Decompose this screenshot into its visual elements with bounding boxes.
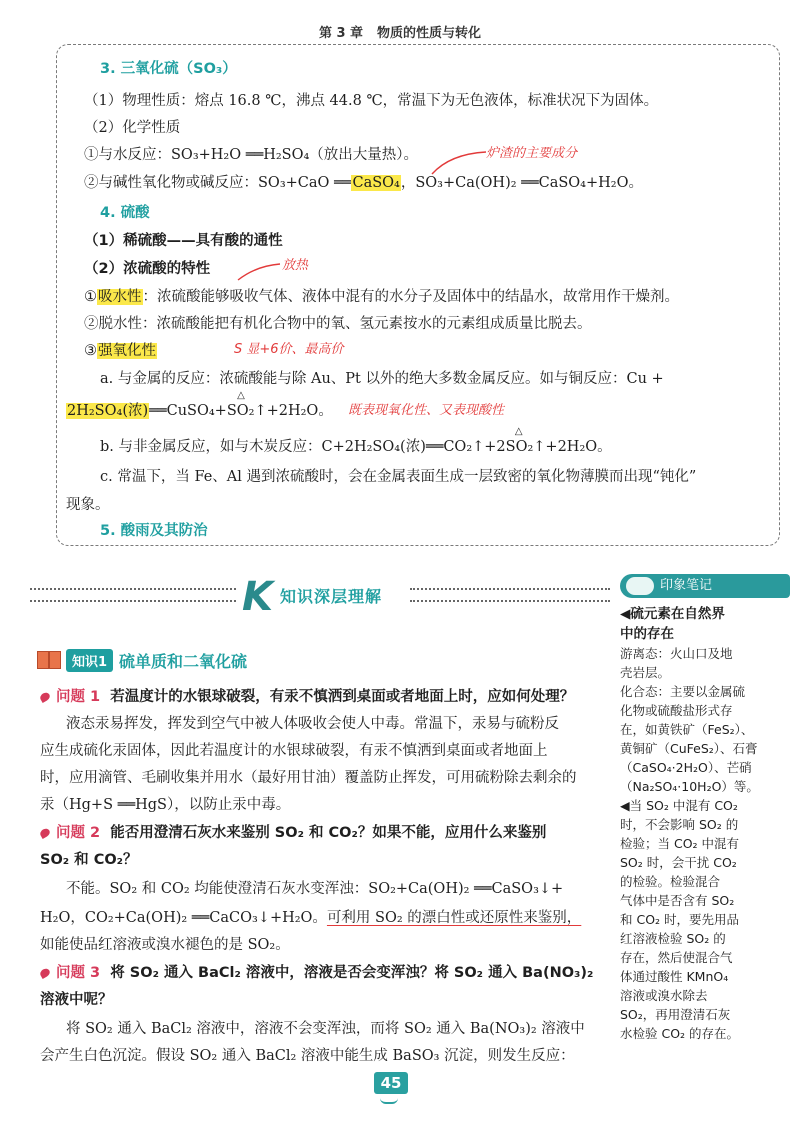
annotation-arrow — [236, 262, 284, 284]
so3-reaction-base: ②与碱性氧化物或碱反应：SO₃+CaO ══CaSO₄，SO₃+Ca(OH)₂ ══CaSO₄+H₂O。 — [84, 175, 643, 191]
banner-k-logo: K — [242, 574, 273, 620]
page-curl-decoration — [380, 1098, 398, 1104]
so3-chemical: （2）化学性质 — [84, 120, 181, 136]
highlight-absorption: 吸水性 — [98, 289, 142, 305]
water-absorption-line: ①吸水性：浓硫酸能够吸收气体、液体中混有的水分子及固体中的结晶水，故常用作干燥剂。 — [84, 289, 679, 305]
banner-dashes-right — [410, 588, 610, 602]
highlight-caso4: CaSO₄ — [352, 175, 400, 191]
passivation-line-1: c. 常温下，当 Fe、Al 遇到浓硫酸时，会在金属表面生成一层致密的氧化物薄膜而出现“钝化” — [100, 469, 697, 485]
highlight-h2so4: 2H₂SO₄(浓) — [67, 403, 149, 419]
highlight-oxidizing: 强氧化性 — [98, 343, 156, 359]
question-icon — [39, 827, 52, 839]
answer-2-line-3: 如能使品红溶液或溴水褪色的是 SO₂。 — [40, 937, 290, 953]
answer-3-line-1: 将 SO₂ 通入 BaCl₂ 溶液中，溶液不会变浑浊，而将 SO₂ 通入 Ba(NO₃)₂ 溶液中 — [66, 1021, 585, 1037]
chapter-title: 物质的性质与转化 — [377, 26, 482, 41]
page-header — [0, 22, 800, 41]
question-3: 问题 3 将 SO₂ 通入 BaCl₂ 溶液中，溶液是否会变浑浊？将 SO₂ 通入 Ba(NO₃)₂ — [40, 962, 618, 984]
acid-rain-heading: 5. 酸雨及其防治 — [100, 523, 208, 539]
sulfuric-acid-heading: 4. 硫酸 — [100, 205, 150, 221]
question-icon — [39, 691, 52, 703]
oxidizing-line: ③强氧化性 — [84, 343, 156, 359]
book-icon — [36, 649, 62, 671]
page-number: 45 — [374, 1072, 408, 1094]
answer-3-line-2: 会产生白色沉淀。假设 SO₂ 通入 BaCl₂ 溶液中能生成 BaSO₃ 沉淀，则发生反应： — [40, 1048, 575, 1064]
knowledge-number: 知识1 — [66, 649, 113, 672]
answer-1-line-3: 时，应用滴管、毛刷收集并用水（最好用甘油）覆盖防止挥发，可用硫粉除去剩余的 — [40, 770, 577, 786]
section-banner — [30, 576, 612, 620]
passivation-line-2: 现象。 — [66, 497, 110, 513]
question-1: 问题 1 若温度计的水银球破裂，有汞不慎洒到桌面或者地面上时，应如何处理？ — [40, 686, 618, 708]
handwritten-note-valence: S 显+6价、最高价 — [234, 342, 344, 357]
handwritten-note-slag: 炉渣的主要成分 — [486, 146, 578, 161]
knowledge-title: 硫单质和二氧化硫 — [119, 651, 248, 671]
answer-1-line-2: 应生成硫化汞固体，因此若温度计的水银球破裂，有汞不慎洒到桌面或者地面上 — [40, 743, 548, 759]
concentrated-acid-line: （2）浓硫酸的特性 — [84, 261, 211, 277]
dilute-acid-line: （1）稀硫酸——具有酸的通性 — [84, 233, 283, 249]
underlined-tip: 可利用 SO₂ 的漂白性或还原性来鉴别， — [326, 910, 582, 926]
answer-1-line-4: 汞（Hg+S ══HgS），以防止汞中毒。 — [40, 797, 291, 813]
sidebar-subtitle: ◀硫元素在自然界 中的存在 — [620, 606, 725, 642]
handwritten-note-properties: 既表现氧化性、又表现酸性 — [348, 403, 505, 418]
so3-heading: 3. 三氧化硫（SO₃） — [100, 61, 237, 77]
question-2-line-2: SO₂ 和 CO₂？ — [40, 852, 138, 868]
answer-1-line-1: 液态汞易挥发，挥发到空气中被人体吸收会使人中毒。常温下，汞易与硫粉反 — [66, 716, 559, 732]
dehydration-line: ②脱水性：浓硫酸能把有机化合物中的氧、氢元素按水的元素组成质量比脱去。 — [84, 316, 592, 332]
chapter-number: 第 3 章 — [318, 26, 364, 41]
question-2: 问题 2 能否用澄清石灰水来鉴别 SO₂ 和 CO₂？如果不能，应用什么来鉴别 — [40, 822, 618, 844]
question-3-line-2: 溶液中呢？ — [40, 992, 113, 1008]
sidebar-notes — [620, 574, 790, 1043]
question-icon — [39, 967, 52, 979]
carbon-reaction-line: b. 与非金属反应，如与木炭反应：C+2H₂SO₄(浓) △ ══CO₂↑+2SO₂↑+2H₂O。 — [100, 426, 612, 455]
banner-dashes-left — [30, 588, 236, 602]
so3-physical: （1）物理性质：熔点 16.8 ℃，沸点 44.8 ℃，常温下为无色液体，标准状况下为固体。 — [84, 93, 659, 109]
knowledge-tag — [36, 648, 247, 672]
answer-2-line-2: H₂O，CO₂+Ca(OH)₂ ══CaCO₃↓+H₂O。可利用 SO₂ 的漂白性或还原性来鉴别， — [40, 910, 582, 926]
sidebar-header: 印象笔记 — [620, 574, 790, 598]
sidebar-body: 游离态：火山口及地 壳岩层。 化合态：主要以金属硫 化物或硫酸盐形式存 在，如黄铁矿（FeS₂）、 黄铜矿（CuFeS₂）、石膏 （CaSO₄·2H₂O）、芒硝 （Na₂SO₄·10H₂O）等。 ◀当 SO₂ 中混有 CO₂ 时，不会影响 SO₂ 的 检验；当 CO₂ 中混有 SO₂ 时，会干扰 CO₂ 的检验。检验混合 气体中是否含有 SO₂ 和 CO₂ 时，要先用品 红溶液检验 SO₂ 的 存在，然后使混合气 体通过酸性 KMnO₄ 溶液或溴水除去 SO₂，再用澄清石灰 水检验 CO₂ 的存在。 — [620, 646, 759, 1041]
cloud-icon — [626, 577, 654, 595]
handwritten-note-heat: 放热 — [282, 258, 309, 273]
answer-2-line-1: 不能。SO₂ 和 CO₂ 均能使澄清石灰水变浑浊：SO₂+Ca(OH)₂ ══CaSO₃↓+ — [66, 881, 564, 897]
section-title: 知识深层理解 — [280, 587, 383, 606]
copper-reaction-line: 2H₂SO₄(浓) △ ══CuSO₄+SO₂↑+2H₂O。 — [67, 390, 333, 419]
metal-reaction-line: a. 与金属的反应：浓硫酸能与除 Au、Pt 以外的绝大多数金属反应。如与铜反应：Cu + — [100, 371, 664, 387]
so3-reaction-water: ①与水反应：SO₃+H₂O ══H₂SO₄（放出大量热）。 — [84, 147, 419, 163]
